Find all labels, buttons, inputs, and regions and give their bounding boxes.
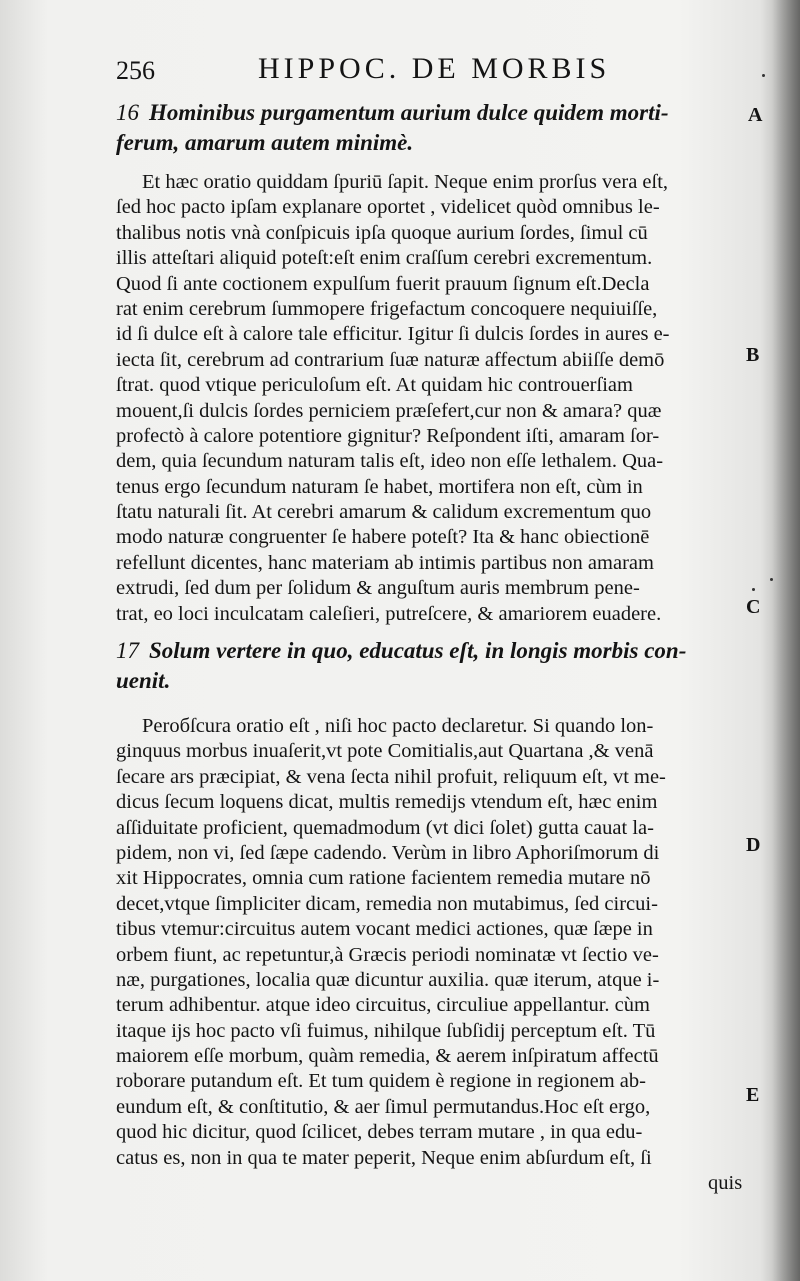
text-line: trat, eo loci inculcatam caleſieri, putreſcere, & amariorem euadere. [116, 602, 662, 625]
text-line: iecta ſit, cerebrum ad contrarium ſuæ naturæ affectum abiiſſe demō [116, 348, 665, 371]
text-line: rat enim cerebrum ſummopere frigefactum concoquere nequiuiſſe, [116, 297, 658, 320]
section-17-body [116, 714, 742, 1196]
ink-speck [752, 588, 755, 591]
text-line: quod hic dicitur, quod ſcilicet, debes terram mutare , in qua edu- [116, 1121, 643, 1144]
text-line: tibus vtemur:circuitus autem vocant medici actiones, quæ ſæpe in [116, 918, 653, 941]
text-line: Quod ſi ante coctionem expulſum fuerit prauum ſignum eſt.Decla [116, 272, 650, 295]
text-line: tenus ergo ſecundum naturam ſe habet, mortifera non eſt, cùm in [116, 475, 643, 498]
heading-line: ferum, amarum autem minimè. [116, 130, 414, 155]
text-line: ſtatu naturali ſit. At cerebri amarum & calidum excrementum quo [116, 501, 652, 524]
running-head [116, 52, 676, 92]
text-line: ſtrat. quod vtique periculoſum eſt. At quidam hic controuerſiam [116, 374, 633, 397]
text-line: pidem, non vi, ſed ſæpe cadendo. Verùm in libro Aphoriſmorum di [116, 841, 660, 864]
section-17-heading [116, 636, 736, 696]
page-number: 256 [116, 56, 155, 85]
text-line: extrudi, ſed dum per ſolidum & anguſtum auris membrum pene- [116, 577, 640, 600]
text-line: profectò à calore potentiore gignitur? Reſpondent iſti, amaram ſor- [116, 424, 660, 447]
text-line: mouent,ſi dulcis ſordes perniciem præſefert,cur non & amara? quæ [116, 399, 662, 422]
heading-line: uenit. [116, 668, 171, 693]
text-line: næ, purgationes, localia quæ dicuntur auxilia. quæ iterum, atque i- [116, 968, 660, 991]
text-line: maiorem eſſe morbum, quàm remedia, & aerem inſpiratum affectū [116, 1045, 659, 1068]
page-edge-shadow [772, 0, 800, 1281]
text-line: Peroбſcura oratio eſt , niſi hoc pacto declaretur. Si quando lon- [142, 715, 654, 737]
text-line: dicus ſecum loquens dicat, multis remedijs vtendum eſt, hæc enim [116, 791, 658, 814]
margin-letter-d: D [746, 834, 761, 856]
section-number: 17 [116, 638, 139, 663]
text-line: terum adhibentur. atque ideo circuitus, circuliue appellantur. cùm [116, 994, 650, 1017]
margin-letter-e: E [746, 1084, 760, 1106]
margin-letter-a: A [748, 104, 763, 126]
text-line: aſſiduitate proficient, quemadmodum (vt dici ſolet) gutta cauat la- [116, 816, 654, 839]
running-head-title: HIPPOC. DE MORBIS [258, 52, 611, 85]
text-line: thalibus notis vnà conſpicuis ipſa quoque aurium ſordes, ſimul cū [116, 221, 648, 244]
text-line: ſecare ars præcipiat, & vena ſecta nihil profuit, reliquum eſt, vt me- [116, 765, 666, 788]
text-line: eundum eſt, & conſtitutio, & aer ſimul permutandus.Hoc eſt ergo, [116, 1095, 651, 1118]
text-line: decet,vtque ſimpliciter dicam, remedia non mutabimus, ſed circui- [116, 892, 658, 915]
section-16-heading [116, 98, 736, 158]
section-number: 16 [116, 100, 139, 125]
text-line: ginquus morbus inuaſerit,vt pote Comitialis,aut Quartana ,& venā [116, 740, 654, 763]
text-line: id ſi dulce eſt à calore tale efficitur. Igitur ſi dulcis ſordes in aures e- [116, 323, 670, 346]
text-line: dem, quia ſecundum naturam talis eſt, ideo non eſſe lethalem. Qua- [116, 450, 664, 473]
margin-letter-c: C [746, 596, 761, 618]
section-16-body [116, 170, 670, 627]
text-line: modo naturæ congruenter ſe habere poteſt? Ita & hanc obiectionē [116, 526, 650, 549]
text-line: illis atteſtari aliquid poteſt:eſt enim craſſum cerebri excrementum. [116, 247, 653, 270]
text-line: ſed hoc pacto ipſam explanare oportet , videlicet quòd omnibus le- [116, 196, 660, 219]
heading-line: Hominibus purgamentum aurium dulce quidem morti- [149, 100, 669, 125]
text-line: catus es, non in qua te mater peperit, Neque enim abſurdum eſt, ſi [116, 1146, 652, 1169]
heading-line: Solum vertere in quo, educatus eſt, in longis morbis con- [149, 638, 687, 663]
text-line: xit Hippocrates, omnia cum ratione facientem remedia mutare nō [116, 867, 651, 890]
ink-speck [762, 74, 765, 77]
margin-letter-b: B [746, 344, 760, 366]
text-line: orbem fiunt, ac repetuntur,à Græcis periodi nominatæ vt ſectio ve- [116, 943, 659, 966]
text-line: roborare putandum eſt. Et tum quidem è regione in regionem ab- [116, 1070, 646, 1093]
text-line: itaque ijs hoc pacto vſi fuimus, nihilque ſubſidij perceptum eſt. Tū [116, 1019, 656, 1042]
ink-speck [770, 578, 773, 581]
text-line: Et hæc oratio quiddam ſpuriū ſapit. Neque enim prorſus vera eſt, [142, 171, 669, 193]
text-line: refellunt dicentes, hanc materiam ab intimis partibus non amaram [116, 551, 654, 574]
catchword: quis [708, 1172, 743, 1195]
